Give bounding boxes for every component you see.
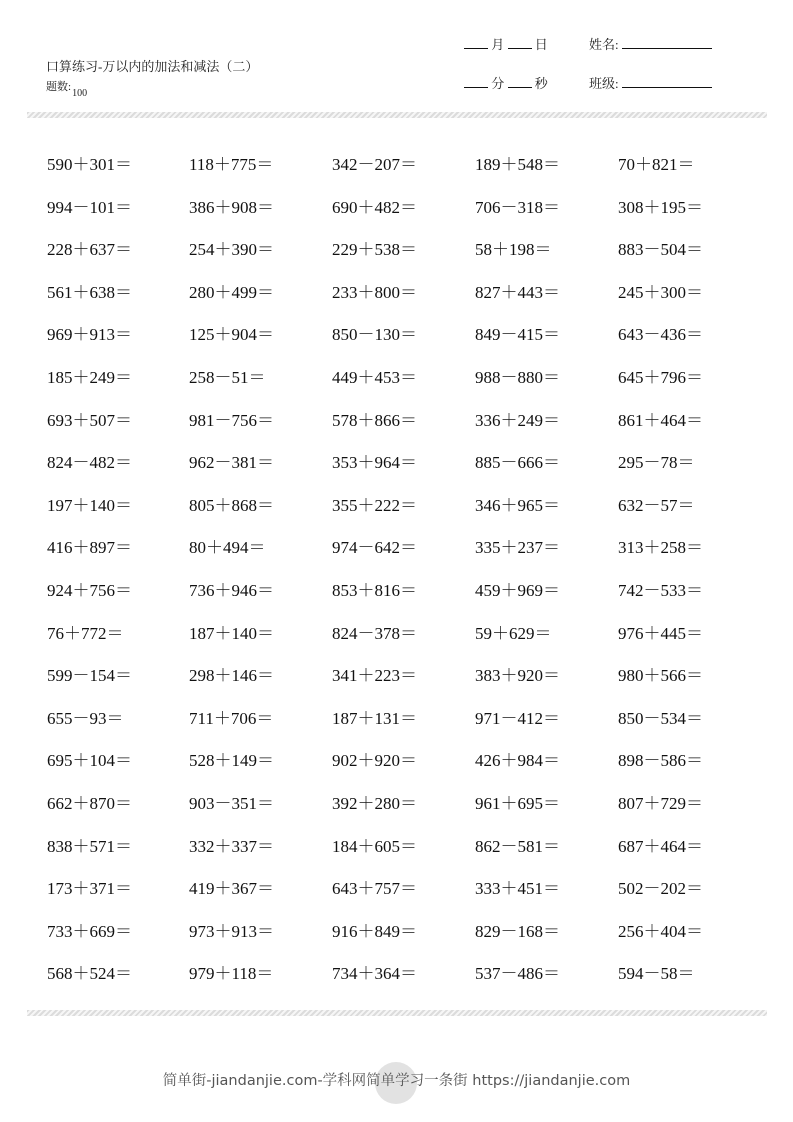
problem: 313＋258＝: [618, 538, 703, 558]
problem: 187＋140＝: [189, 623, 274, 643]
problem: 974－642＝: [332, 538, 417, 558]
day-label: 日: [534, 37, 548, 52]
problem-row: [47, 235, 767, 259]
top-divider: [27, 112, 767, 118]
problem: 528＋149＝: [189, 751, 274, 771]
problem: 332＋337＝: [189, 836, 274, 856]
problem: 70＋821＝: [618, 155, 695, 174]
problem: 76＋772＝: [47, 623, 124, 643]
problem-row: [47, 406, 767, 430]
problem: 184＋605＝: [332, 836, 417, 856]
problem: 850－130＝: [332, 325, 417, 345]
problem: 80＋494＝: [189, 538, 266, 558]
problem: 838＋571＝: [47, 836, 132, 856]
problem-row: [47, 832, 767, 856]
second-blank[interactable]: [508, 86, 532, 88]
problem: 690＋482＝: [332, 197, 417, 217]
problem: 643－436＝: [618, 325, 703, 345]
problem: 58＋198＝: [475, 240, 552, 260]
problem: 173＋371＝: [47, 879, 132, 899]
problem-row: [47, 193, 767, 217]
problem: 386＋908＝: [189, 197, 274, 217]
class-label: 班级:: [589, 76, 619, 91]
problem-row: [47, 959, 767, 983]
problem: 973＋913＝: [189, 921, 274, 941]
problem-row: [47, 278, 767, 302]
problem: 862－581＝: [475, 836, 560, 856]
question-count-label: 题数:: [46, 81, 72, 93]
problem-row: [47, 150, 767, 174]
problem: 228＋637＝: [47, 240, 132, 260]
problem: 346＋965＝: [475, 495, 560, 515]
problem: 807＋729＝: [618, 794, 703, 813]
problem: 632－57＝: [618, 495, 695, 515]
problem-row: [47, 661, 767, 685]
problem: 988－880＝: [475, 368, 560, 387]
problem: 125＋904＝: [189, 325, 274, 345]
problem: 333＋451＝: [475, 879, 560, 899]
problem: 853＋816＝: [332, 581, 417, 600]
problem: 693＋507＝: [47, 410, 132, 430]
name-label: 姓名:: [589, 37, 619, 52]
problem: 742－533＝: [618, 581, 703, 600]
problem: 976＋445＝: [618, 623, 703, 643]
problem: 885－666＝: [475, 453, 560, 473]
problem: 561＋638＝: [47, 282, 132, 302]
problem: 850－534＝: [618, 708, 703, 728]
question-count: [46, 78, 88, 99]
problem-row: [47, 533, 767, 557]
class-blank[interactable]: [622, 86, 712, 88]
problem: 59＋629＝: [475, 623, 552, 643]
minute-blank[interactable]: [464, 86, 488, 88]
problem: 392＋280＝: [332, 794, 417, 813]
problem-row: [47, 491, 767, 515]
problem: 341＋223＝: [332, 666, 417, 686]
problem: 590＋301＝: [47, 155, 132, 174]
problem: 902＋920＝: [332, 751, 417, 771]
problem: 245＋300＝: [618, 282, 703, 302]
problem: 898－586＝: [618, 751, 703, 771]
problem: 962－381＝: [189, 453, 274, 473]
problem-row: [47, 448, 767, 472]
minute-label: 分: [491, 76, 505, 91]
problem: 706－318＝: [475, 197, 560, 217]
problem: 502－202＝: [618, 879, 703, 899]
problem: 419＋367＝: [189, 879, 274, 899]
problem: 295－78＝: [618, 453, 695, 473]
name-blank[interactable]: [622, 47, 712, 49]
date-field: [464, 34, 548, 53]
problem: 805＋868＝: [189, 495, 274, 515]
problem: 258－51＝: [189, 368, 266, 387]
problem: 734＋364＝: [332, 964, 417, 984]
problem: 383＋920＝: [475, 666, 560, 686]
problem: 233＋800＝: [332, 282, 417, 302]
problem: 197＋140＝: [47, 495, 132, 515]
problem: 971－412＝: [475, 708, 560, 728]
problem: 961＋695＝: [475, 794, 560, 813]
problem: 594－58＝: [618, 964, 695, 984]
problem: 537－486＝: [475, 964, 560, 984]
question-count-value: 100: [72, 88, 88, 99]
problem: 599－154＝: [47, 666, 132, 686]
problem-row: [47, 576, 767, 600]
problem: 829－168＝: [475, 921, 560, 941]
problem: 229＋538＝: [332, 240, 417, 260]
problem: 824－482＝: [47, 453, 132, 473]
time-field: [464, 73, 548, 92]
problem-row: [47, 704, 767, 728]
problem: 335＋237＝: [475, 538, 560, 558]
problem: 118＋775＝: [189, 155, 274, 174]
problem: 449＋453＝: [332, 368, 417, 387]
problem: 824－378＝: [332, 623, 417, 643]
day-blank[interactable]: [508, 47, 532, 49]
problem: 189＋548＝: [475, 155, 560, 174]
problem: 416＋897＝: [47, 538, 132, 558]
problem: 643＋757＝: [332, 879, 417, 899]
problem: 994－101＝: [47, 197, 132, 217]
problem-row: [47, 746, 767, 770]
problem: 979＋118＝: [189, 964, 274, 984]
problem: 353＋964＝: [332, 453, 417, 473]
problem: 924＋756＝: [47, 581, 132, 600]
problem-row: [47, 363, 767, 387]
problem: 568＋524＝: [47, 964, 132, 984]
problem: 308＋195＝: [618, 197, 703, 217]
problem-row: [47, 320, 767, 344]
problem: 426＋984＝: [475, 751, 560, 771]
problem: 336＋249＝: [475, 410, 560, 430]
class-field: [589, 73, 712, 92]
problem: 459＋969＝: [475, 581, 560, 600]
problem: 695＋104＝: [47, 751, 132, 771]
problem: 254＋390＝: [189, 240, 274, 260]
problem: 733＋669＝: [47, 921, 132, 941]
problem: 280＋499＝: [189, 282, 274, 302]
problem: 298＋146＝: [189, 666, 274, 686]
problem-row: [47, 874, 767, 898]
problem-row: [47, 789, 767, 813]
problem: 916＋849＝: [332, 921, 417, 941]
problem: 849－415＝: [475, 325, 560, 345]
worksheet-title: 口算练习-万以内的加法和减法（二）: [46, 59, 259, 74]
footer-watermark: 简单街-jiandanjie.com-学科网简单学习一条街 https://jiandanjie.com: [162, 1073, 631, 1089]
problem: 711＋706＝: [189, 708, 274, 728]
problem: 687＋464＝: [618, 836, 703, 856]
name-field: [589, 34, 712, 53]
problem: 355＋222＝: [332, 495, 417, 515]
problem: 342－207＝: [332, 155, 417, 174]
problem: 903－351＝: [189, 794, 274, 813]
bottom-divider: [27, 1010, 767, 1016]
problem: 185＋249＝: [47, 368, 132, 387]
problem: 187＋131＝: [332, 708, 417, 728]
month-label: 月: [491, 37, 505, 52]
problem-row: [47, 917, 767, 941]
problem: 578＋866＝: [332, 410, 417, 430]
problem-row: [47, 619, 767, 643]
problem: 969＋913＝: [47, 325, 132, 345]
problem: 662＋870＝: [47, 794, 132, 813]
problem: 981－756＝: [189, 410, 274, 430]
problem: 827＋443＝: [475, 282, 560, 302]
problem: 883－504＝: [618, 240, 703, 260]
month-blank[interactable]: [464, 47, 488, 49]
problem: 861＋464＝: [618, 410, 703, 430]
second-label: 秒: [534, 76, 548, 91]
problem: 655－93＝: [47, 708, 124, 728]
problem: 645＋796＝: [618, 368, 703, 387]
problem: 256＋404＝: [618, 921, 703, 941]
problem: 736＋946＝: [189, 581, 274, 600]
problem: 980＋566＝: [618, 666, 703, 686]
